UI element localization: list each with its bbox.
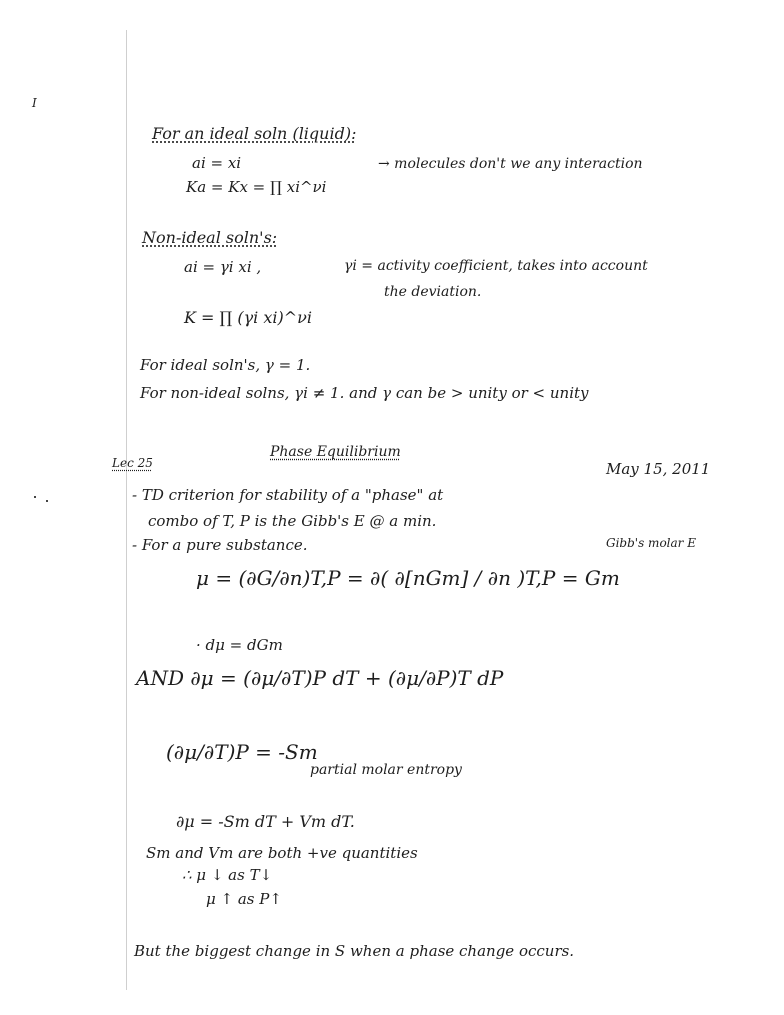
and-equation: AND ∂μ = (∂μ/∂T)P dT + (∂μ/∂P)T dP: [136, 666, 504, 690]
dmu-equation: · dμ = dGm: [196, 636, 283, 654]
ideal-eq-k: Ka = Kx = ∏ xi^νi: [186, 178, 327, 196]
nonideal-gamma-note-2: the deviation.: [384, 284, 482, 300]
lecture-title: Phase Equilibrium: [270, 444, 401, 460]
punch-mark: [34, 496, 36, 498]
lecture-date: May 15, 2011: [606, 460, 711, 478]
partial-molar-entropy-note: partial molar entropy: [310, 762, 462, 778]
nonideal-gamma-line: For non-ideal solns, γi ≠ 1. and γ can be > unity or < unity: [140, 384, 589, 402]
punch-mark: [46, 500, 48, 502]
nonideal-eq-k: K = ∏ (γi xi)^νi: [184, 308, 312, 327]
mu-equation: μ = (∂G/∂n)T,P = ∂( ∂[nGm] / ∂n )T,P = Gm: [196, 566, 620, 590]
lecture-label: Lec 25: [112, 456, 153, 470]
implication-1: ∴ μ ↓ as T↓: [182, 866, 273, 884]
margin-line: [126, 30, 127, 990]
nonideal-gamma-note: γi = activity coefficient, takes into account: [344, 258, 648, 274]
partial-equation: (∂μ/∂T)P = -Sm: [166, 740, 318, 764]
ideal-gamma-line: For ideal soln's, γ = 1.: [140, 356, 311, 374]
criterion-line-2: combo of T, P is the Gibb's E @ a min.: [148, 512, 437, 530]
ideal-soln-heading: For an ideal soln (liquid):: [152, 124, 357, 143]
nonideal-eq-activity: ai = γi xi ,: [184, 258, 262, 276]
gibbs-molar-note: Gibb's molar E: [606, 536, 696, 550]
criterion-line-1: - TD criterion for stability of a "phase" at: [132, 486, 444, 504]
ideal-eq-note: → molecules don't we any interaction: [378, 156, 643, 172]
final-equation: ∂μ = -Sm dT + Vm dT.: [176, 812, 355, 831]
ideal-eq-activity: ai = xi: [192, 154, 242, 172]
nonideal-heading: Non-ideal soln's:: [142, 228, 278, 247]
phase-change-line: But the biggest change in S when a phase change occurs.: [134, 942, 575, 960]
both-positive-line: Sm and Vm are both +ve quantities: [146, 844, 418, 862]
margin-mark: I: [32, 96, 37, 110]
pure-substance-line: - For a pure substance.: [132, 536, 308, 554]
implication-2: μ ↑ as P↑: [206, 890, 282, 908]
